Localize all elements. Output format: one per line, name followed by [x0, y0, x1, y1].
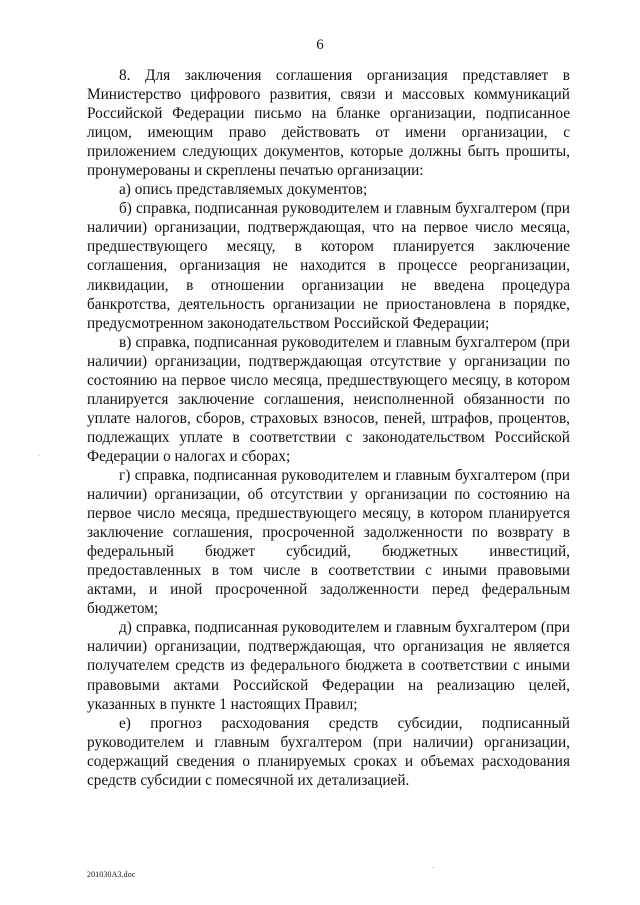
- paragraph-item-e: е) прогноз расходования средств субсидии, подписанный руководителем и главным бухгалтером (при наличии) организации, содержащий сведения о планируемых сроках и объемах расходования средств субсидии с помесячной их детализацией.: [87, 714, 570, 789]
- margin-mark: ·: [38, 452, 41, 460]
- paragraph-item-g: г) справка, подписанная руководителем и главным бухгалтером (при наличии) организации, об отсутствии у организации по состоянию на первое число месяца, предшествующего месяцу, в котором планируется заключение соглашения, просроченной задолженности по возврату в федеральный бюджет субсидий, бюджетных инвестиций, предоставленных в том числе в соответствии с иными правовыми актами, и иной просроченной задолженности перед федеральным бюджетом;: [87, 466, 570, 618]
- paragraph-8-intro: 8. Для заключения соглашения организация представляет в Министерство цифрового развития, связи и массовых коммуникаций Российской Федерации письмо на бланке организации, подписанное лицом, имеющим право действовать от имени организации, с приложением следующих документов, которые должны быть прошиты, пронумерованы и скреплены печатью организации:: [87, 67, 570, 180]
- page-number: 6: [316, 37, 324, 53]
- footer-dot: ·: [432, 864, 435, 872]
- document-body: [87, 66, 570, 790]
- paragraph-item-d: д) справка, подписанная руководителем и главным бухгалтером (при наличии) организации, подтверждающая, что организация не является получателем средств из федерального бюджета в соответствии с иными правовыми актами Российской Федерации на реализацию целей, указанных в пункте 1 настоящих Правил;: [87, 619, 570, 713]
- paragraph-item-b: б) справка, подписанная руководителем и главным бухгалтером (при наличии) организации, подтверждающая, что на первое число месяца, предшествующего месяцу, в котором планируется заключение соглашения, организация не находится в процессе реорганизации, ликвидации, в отношении организации не введена процедура банкротства, деятельность организации не приостановлена в порядке, предусмотренном законодательством Российской Федерации;: [87, 200, 570, 332]
- paragraph-item-a: а) опись представляемых документов;: [119, 181, 368, 199]
- paragraph-item-v: в) справка, подписанная руководителем и главным бухгалтером (при наличии) организации, подтверждающая отсутствие у организации по состоянию на первое число месяца, предшествующего месяцу, в котором планируется заключение соглашения, неисполненной обязанности по уплате налогов, сборов, страховых взносов, пеней, штрафов, процентов, подлежащих уплате в соответствии с законодательством Российской Федерации о налогах и сборах;: [87, 333, 570, 465]
- footer-file-name: 201030А3.doc: [87, 870, 136, 879]
